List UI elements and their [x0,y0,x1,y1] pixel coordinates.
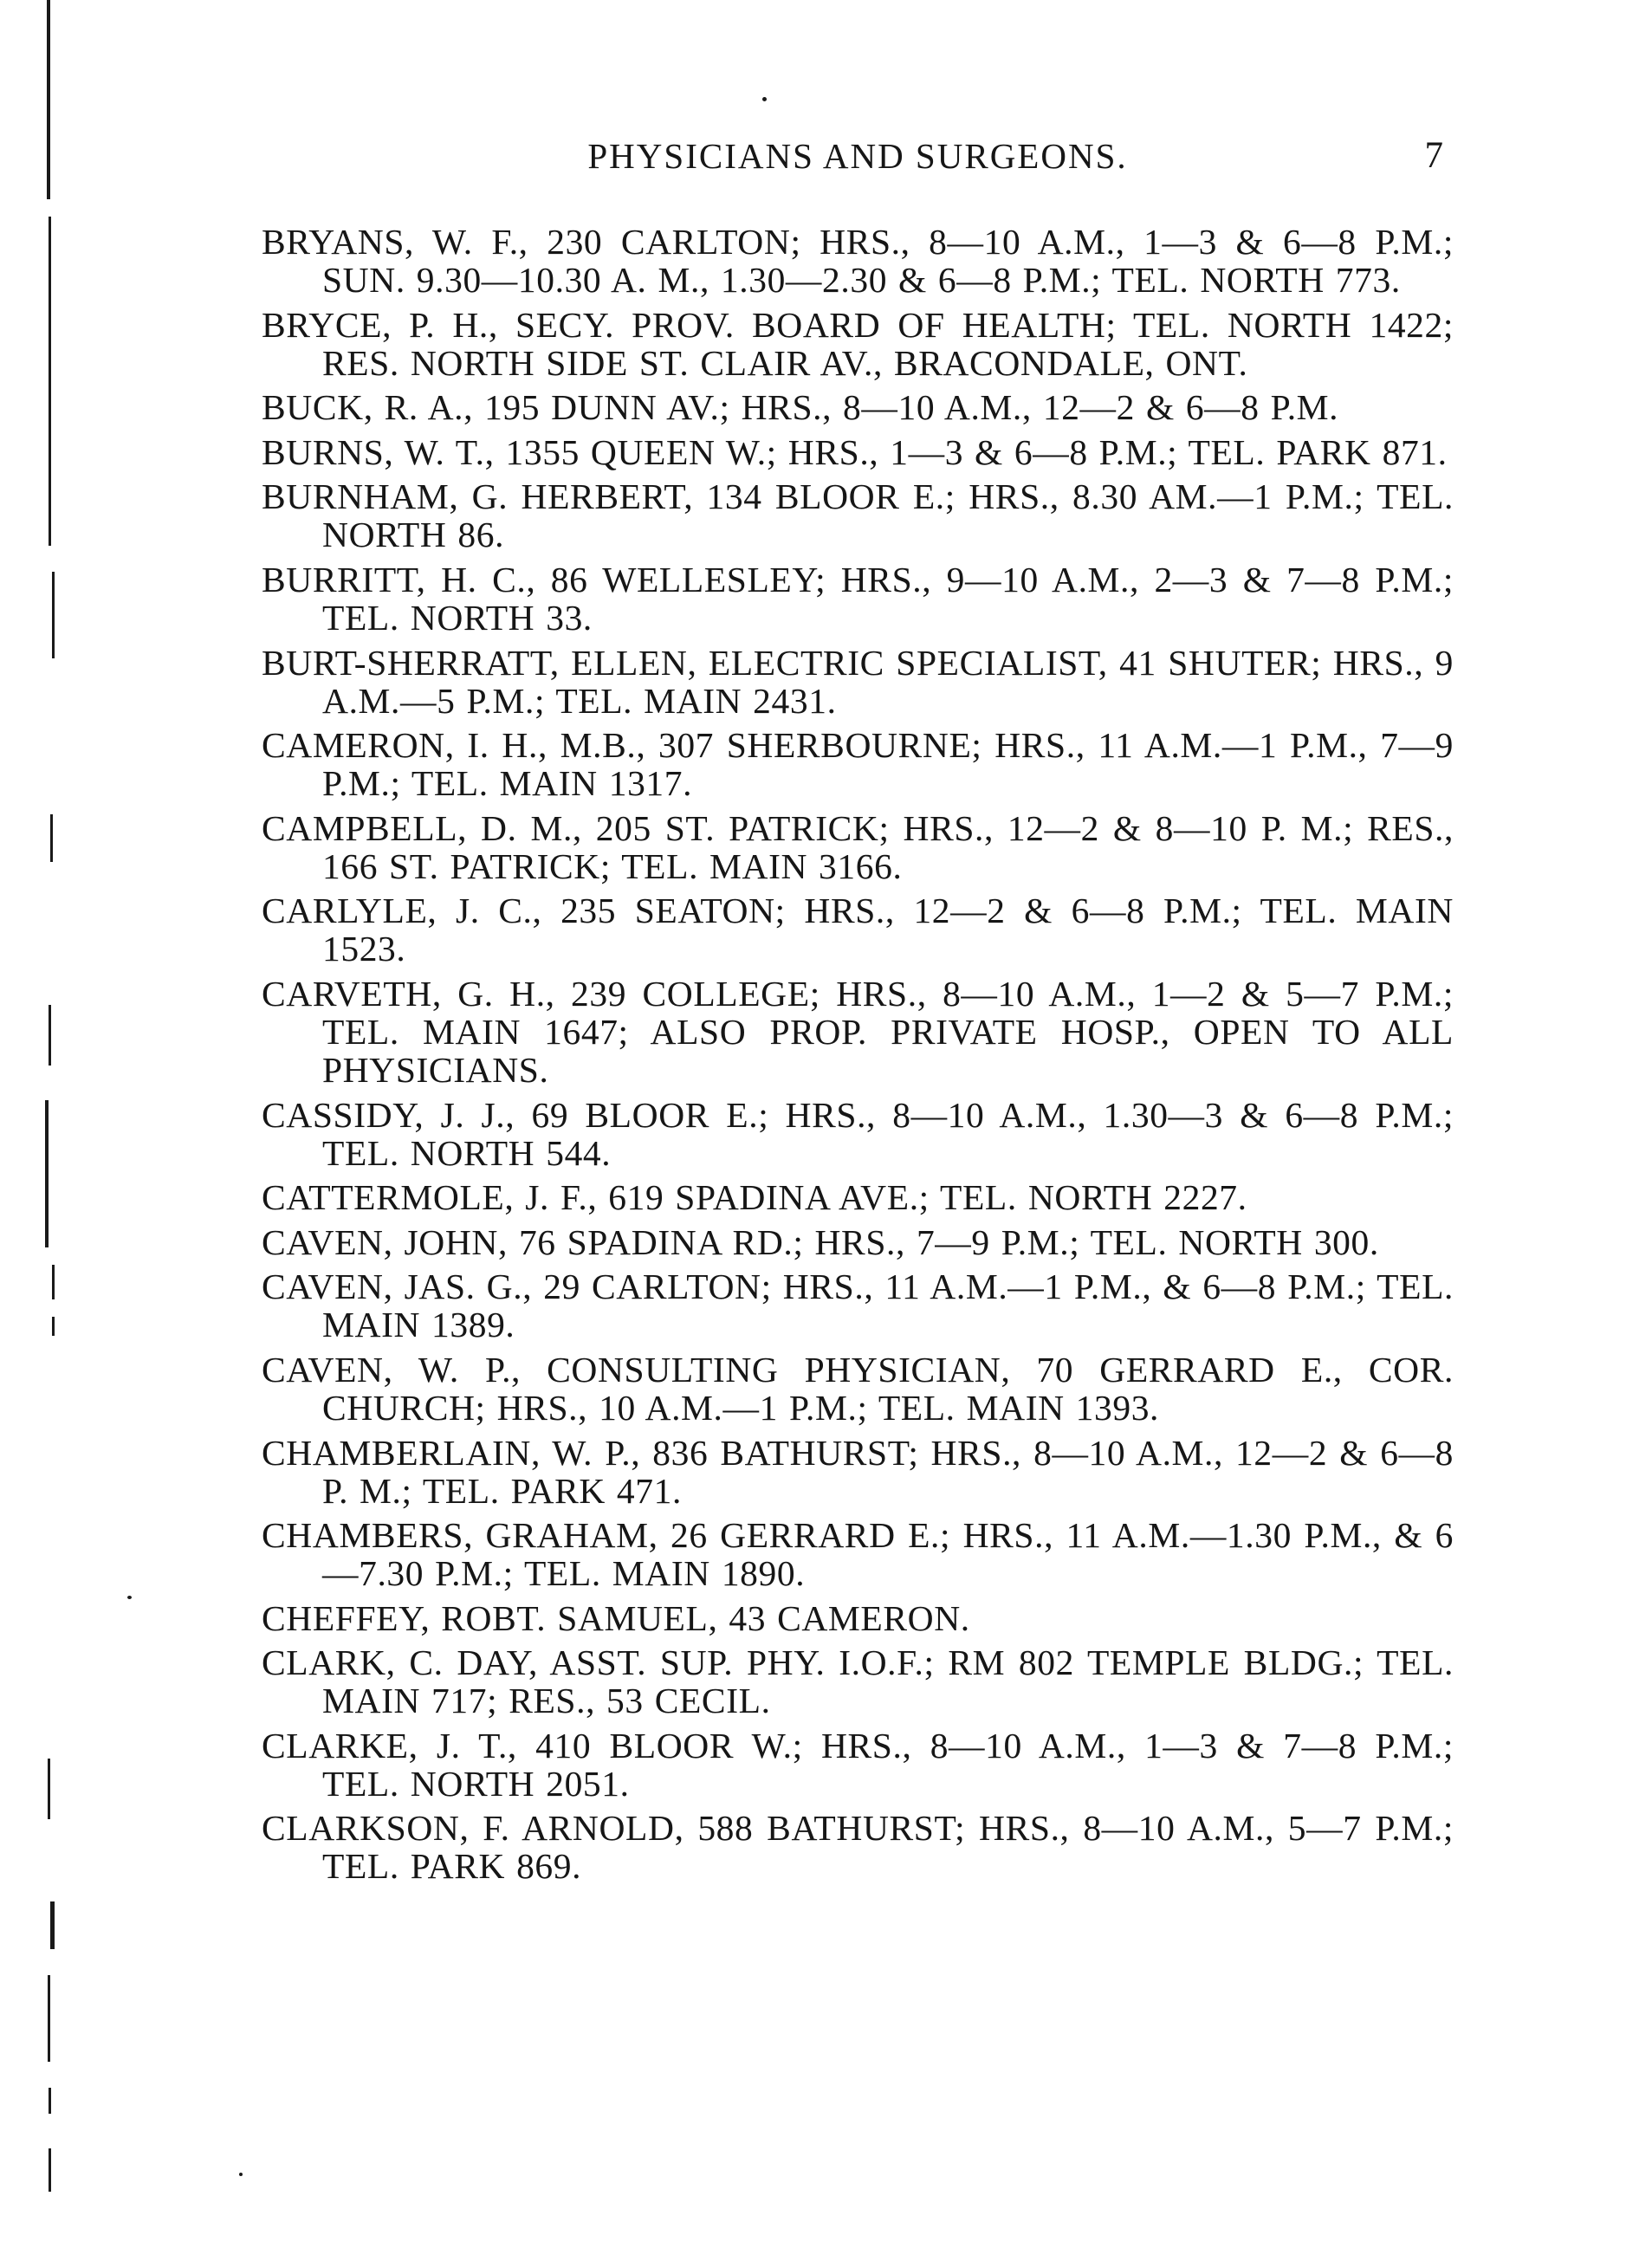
directory-entry: CHEFFEY, ROBT. SAMUEL, 43 CAMERON. [262,1597,970,1638]
scan-dot [239,2173,243,2176]
directory-entry: BURNHAM, G. HERBERT, 134 BLOOR E.; HRS., 8.30 AM.—1 P.M.; TEL. NORTH 86. [262,476,1454,555]
scan-edge-mark [45,1100,49,1247]
directory-entry: CAMPBELL, D. M., 205 ST. PATRICK; HRS., 12—2 & 8—10 P. M.; RES., 166 ST. PATRICK; TEL. MAIN 3166. [262,807,1454,886]
directory-entry: CAMERON, I. H., M.B., 307 SHERBOURNE; HRS., 11 A.M.—1 P.M., 7—9 P.M.; TEL. MAIN 1317. [262,725,1454,804]
directory-entry: CAVEN, JAS. G., 29 CARLTON; HRS., 11 A.M.—1 P.M., & 6—8 P.M.; TEL. MAIN 1389. [262,1267,1454,1345]
scan-edge-mark [48,1975,50,2062]
directory-entry: BURRITT, H. C., 86 WELLESLEY; HRS., 9—10 A.M., 2—3 & 7—8 P.M.; TEL. NORTH 33. [262,559,1454,638]
scan-edge-mark [47,0,50,199]
scan-edge-mark [49,2088,51,2114]
running-title: PHYSICIANS AND SURGEONS. [587,136,1128,176]
scan-edge-mark [48,1759,50,1819]
scan-edge-mark [52,1317,55,1336]
scan-edge-mark [49,217,51,546]
directory-entry: BURT-SHERRATT, ELLEN, ELECTRIC SPECIALIST, 41 SHUTER; HRS., 9 A.M.—5 P.M.; TEL. MAIN 2431. [262,642,1454,721]
directory-entry: CLARKE, J. T., 410 BLOOR W.; HRS., 8—10 A.M., 1—3 & 7—8 P.M.; TEL. NORTH 2051. [262,1725,1454,1804]
directory-entry: CAVEN, JOHN, 76 SPADINA RD.; HRS., 7—9 P.M.; TEL. NORTH 300. [262,1221,1379,1262]
directory-entry: CATTERMOLE, J. F., 619 SPADINA AVE.; TEL. NORTH 2227. [262,1177,1247,1218]
directory-entry: CASSIDY, J. J., 69 BLOOR E.; HRS., 8—10 A.M., 1.30—3 & 6—8 P.M.; TEL. NORTH 544. [262,1094,1454,1173]
physician-list [262,223,1454,1892]
scan-edge-mark [52,572,55,658]
directory-entry: BRYCE, P. H., SECY. PROV. BOARD OF HEALTH; TEL. NORTH 1422; RES. NORTH SIDE ST. CLAIR AV., BRACONDALE, ONT. [262,304,1454,383]
directory-entry: CAVEN, W. P., CONSULTING PHYSICIAN, 70 GERRARD E., COR. CHURCH; HRS., 10 A.M.—1 P.M.; TEL. MAIN 1393. [262,1349,1454,1428]
directory-entry: BUCK, R. A., 195 DUNN AV.; HRS., 8—10 A.M., 12—2 & 6—8 P.M. [262,387,1339,428]
directory-entry: CLARK, C. DAY, ASST. SUP. PHY. I.O.F.; RM 802 TEMPLE BLDG.; TEL. MAIN 717; RES., 53 CECIL. [262,1642,1454,1721]
scan-dot [762,97,767,101]
directory-entry: CARVETH, G. H., 239 COLLEGE; HRS., 8—10 A.M., 1—2 & 5—7 P.M.; TEL. MAIN 1647; ALSO PROP. PRIVATE HOSP., OPEN TO ALL PHYSICIANS. [262,973,1454,1090]
directory-entry: CLARKSON, F. ARNOLD, 588 BATHURST; HRS., 8—10 A.M., 5—7 P.M.; TEL. PARK 869. [262,1808,1454,1887]
scan-edge-mark [49,2148,51,2192]
scan-edge-mark [50,814,53,862]
page-header [260,130,1455,182]
directory-entry: BURNS, W. T., 1355 QUEEN W.; HRS., 1—3 & 6—8 P.M.; TEL. PARK 871. [262,431,1448,472]
directory-entry: CARLYLE, J. C., 235 SEATON; HRS., 12—2 & 6—8 P.M.; TEL. MAIN 1523. [262,891,1454,969]
page-number: 7 [1424,135,1443,176]
directory-entry: CHAMBERS, GRAHAM, 26 GERRARD E.; HRS., 11 A.M.—1.30 P.M., & 6—7.30 P.M.; TEL. MAIN 1890. [262,1515,1454,1594]
scan-dot [127,1596,132,1599]
directory-entry: BRYANS, W. F., 230 CARLTON; HRS., 8—10 A.M., 1—3 & 6—8 P.M.; SUN. 9.30—10.30 A. M., 1.30—2.30 & 6—8 P.M.; TEL. NORTH 773. [262,222,1454,300]
scan-edge-mark [49,1005,51,1066]
scan-edge-mark [52,1265,55,1299]
scan-edge-mark [50,1901,55,1949]
directory-entry: CHAMBERLAIN, W. P., 836 BATHURST; HRS., 8—10 A.M., 12—2 & 6—8 P. M.; TEL. PARK 471. [262,1432,1454,1511]
